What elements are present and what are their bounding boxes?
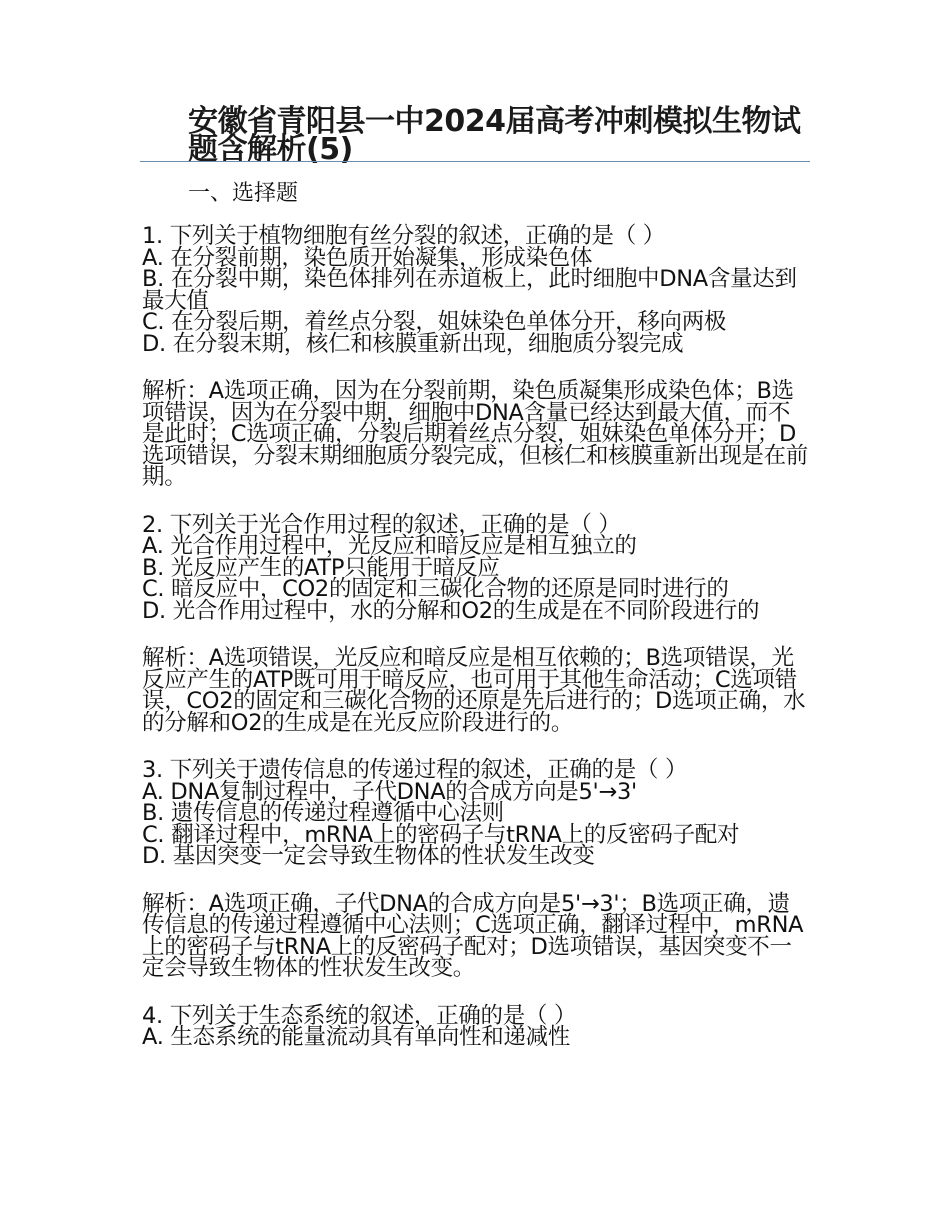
option-d: D. 光合作用过程中，水的分解和O2的生成是在不同阶段进行的: [142, 597, 760, 624]
document-title: 安徽省青阳县一中2024届高考冲刺模拟生物试题含解析(5): [188, 104, 801, 167]
option-b: B. 在分裂中期，染色体排列在赤道板上，此时细胞中DNA含量达到最大值: [142, 266, 797, 314]
question-stem: 1. 下列关于植物细胞有丝分裂的叙述，正确的是（ ）: [142, 223, 665, 249]
question-analysis: 解析：A选项正确，子代DNA的合成方向是5'→3'；B选项正确，遗传信息的传递过程遵循中心法则；C选项正确，翻译过程中，mRNA上的密码子与tRNA上的反密码子配对；D选项错误，基因突变不一定会导致生物体的性状发生改变。: [142, 890, 804, 981]
option-b: B. 遗传信息的传递过程遵循中心法则: [142, 800, 504, 826]
section-title: 一、选择题: [188, 181, 299, 206]
title-divider: [140, 161, 810, 162]
option-c: C. 暗反应中，CO2的固定和三碳化合物的还原是同时进行的: [142, 576, 729, 602]
document-body: [142, 223, 810, 1050]
option-a: A. DNA复制过程中，子代DNA的合成方向是5'→3': [142, 778, 637, 805]
option-a: A. 光合作用过程中，光反应和暗反应是相互独立的: [142, 533, 637, 559]
question-stem: 2. 下列关于光合作用过程的叙述，正确的是（ ）: [142, 511, 621, 538]
option-a: A. 在分裂前期，染色质开始凝集，形成染色体: [142, 244, 593, 271]
question-4: [142, 1002, 810, 1050]
option-c: C. 在分裂后期，着丝点分裂，姐妹染色单体分开，移向两极: [142, 309, 727, 335]
question-2: [142, 511, 810, 736]
question-stem: 4. 下列关于生态系统的叙述，正确的是（ ）: [142, 1002, 577, 1029]
option-b: B. 光反应产生的ATP只能用于暗反应: [142, 554, 500, 581]
option-a: A. 生态系统的能量流动具有单向性和递减性: [142, 1024, 571, 1050]
option-c: C. 翻译过程中，mRNA上的密码子与tRNA上的反密码子配对: [142, 821, 740, 848]
question-3: [142, 757, 810, 981]
option-d: D. 在分裂末期，核仁和核膜重新出现，细胞质分裂完成: [142, 330, 684, 357]
option-d: D. 基因突变一定会导致生物体的性状发生改变: [142, 843, 595, 869]
question-analysis: 解析：A选项错误，光反应和暗反应是相互依赖的；B选项错误，光反应产生的ATP既可用于暗反应，也可用于其他生命活动；C选项错误，CO2的固定和三碳化合物的还原是先后进行的；D选项正确，水的分解和O2的生成是在光反应阶段进行的。: [142, 645, 806, 736]
question-stem: 3. 下列关于遗传信息的传递过程的叙述，正确的是（ ）: [142, 757, 688, 783]
question-analysis: 解析：A选项正确，因为在分裂前期，染色质凝集形成染色体；B选项错误，因为在分裂中期，细胞中DNA含量已经达到最大值，而不是此时；C选项正确，分裂后期着丝点分裂，姐妹染色单体分开；D选项错误，分裂末期细胞质分裂完成，但核仁和核膜重新出现是在前期。: [142, 378, 809, 490]
question-1: [142, 223, 810, 490]
